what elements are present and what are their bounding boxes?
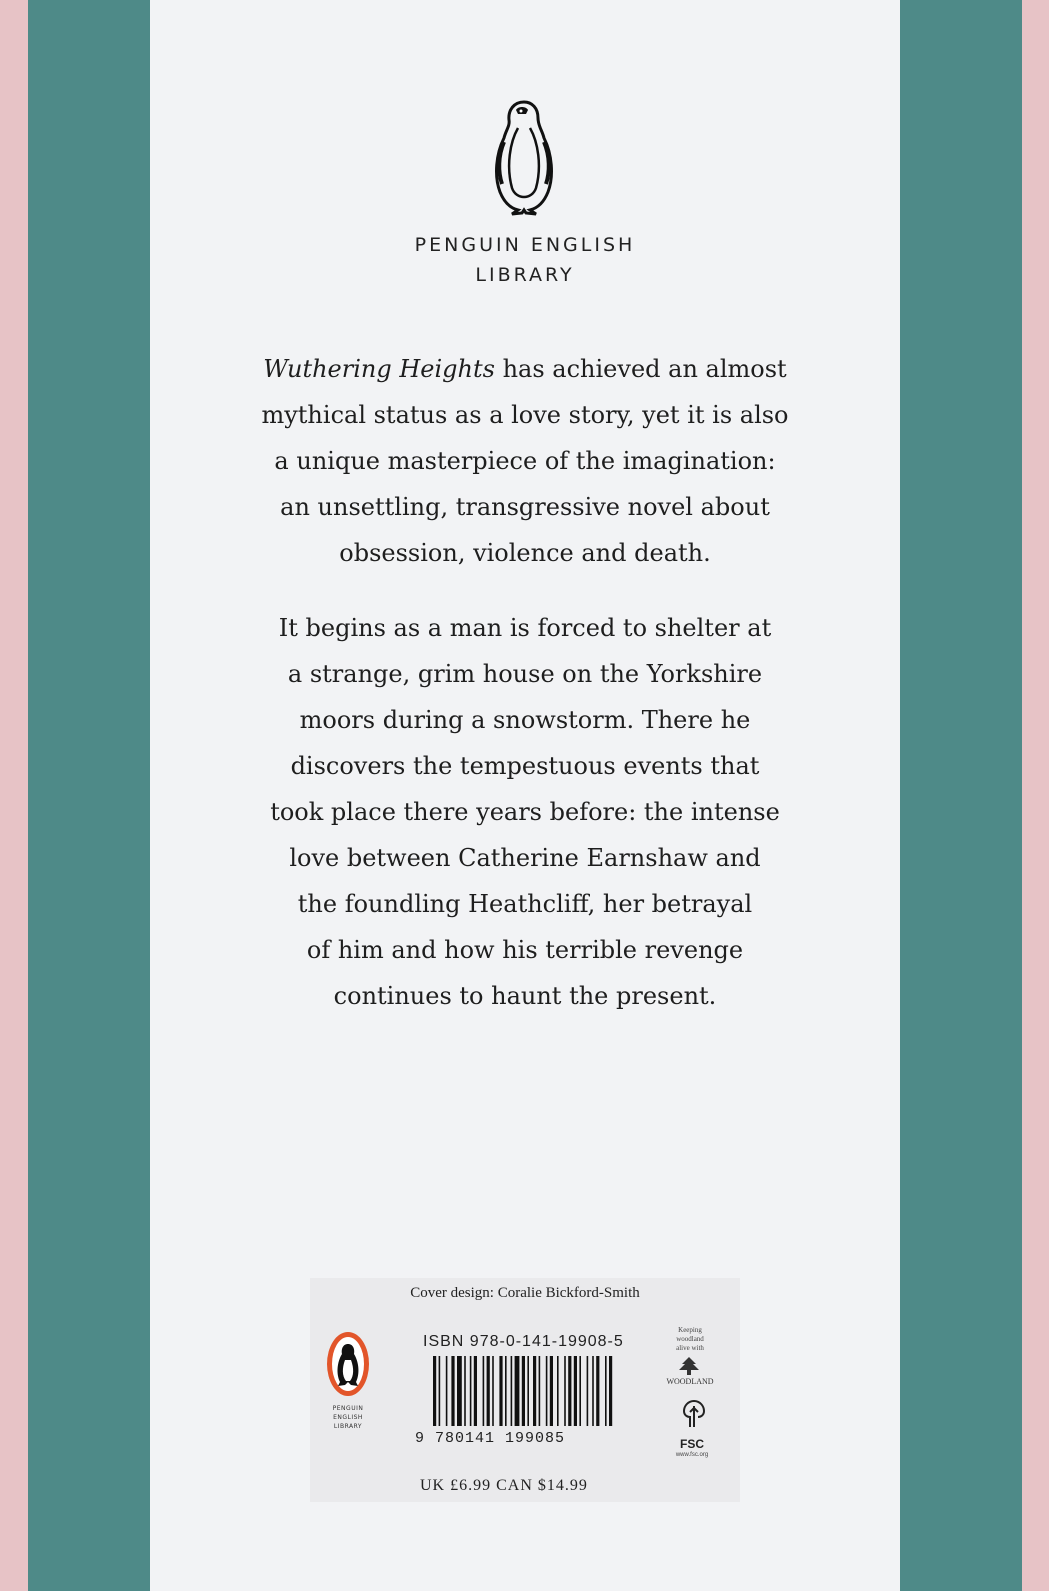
barcode-bar (550, 1356, 553, 1426)
cover-credit: Cover design: Coralie Bickford-Smith (410, 1285, 640, 1301)
barcode-bar (492, 1356, 494, 1426)
blurb-line: obsession, violence and death. (339, 539, 711, 567)
barcode-bar (515, 1356, 520, 1426)
blurb-line: continues to haunt the present. (333, 982, 717, 1010)
blurb-line: love between Catherine Earnshaw and (289, 844, 761, 872)
barcode (433, 1356, 631, 1426)
barcode-digits: 9 780141 199085 (415, 1430, 566, 1447)
blurb-line: a strange, grim house on the Yorkshire (287, 660, 763, 688)
blurb-paragraph-2 (150, 605, 900, 1019)
barcode-bar (499, 1356, 502, 1426)
barcode-bar (596, 1356, 599, 1426)
barcode-bar (487, 1356, 490, 1426)
barcode-bar (592, 1356, 594, 1426)
blurb-line: moors during a snowstorm. There he (299, 706, 751, 734)
barcode-bar (474, 1356, 477, 1426)
fsc-url: www.fsc.org (675, 1452, 709, 1458)
slogan-line: Keeping (678, 1326, 702, 1334)
barcode-bar (539, 1356, 541, 1426)
barcode-bar (546, 1356, 548, 1426)
blurb-line: the foundling Heathcliff, her betrayal (297, 890, 753, 918)
logo-text-line: LIBRARY (333, 1423, 363, 1430)
barcode-bar (483, 1356, 485, 1426)
left-teal-band (28, 0, 150, 1591)
barcode-bar (464, 1356, 466, 1426)
woodland-slogan (655, 1326, 725, 1353)
barcode-bar (446, 1356, 448, 1426)
barcode-bar (451, 1356, 454, 1426)
book-title: Wuthering Heights (263, 355, 495, 383)
penguin-icon (488, 96, 560, 218)
logo-text-line: PENGUIN (332, 1405, 364, 1412)
barcode-bar (579, 1356, 581, 1426)
barcode-bar (533, 1356, 536, 1426)
blurb-line-text: has achieved an almost (494, 355, 787, 383)
barcode-bar (609, 1356, 612, 1426)
barcode-bar (527, 1356, 529, 1426)
barcode-bar (433, 1356, 436, 1426)
barcode-bar (505, 1356, 507, 1426)
isbn: ISBN 978-0-141-19908-5 (423, 1333, 624, 1350)
penguin-logo-icon (325, 1330, 371, 1398)
blurb-line: It begins as a man is forced to shelter at (278, 614, 772, 642)
logo-text-line: ENGLISH (333, 1414, 363, 1421)
barcode-bar (564, 1356, 566, 1426)
penguin-logo-text (316, 1404, 380, 1431)
imprint-line-2: LIBRARY (475, 264, 575, 286)
blurb-line: a unique masterpiece of the imagination: (274, 447, 776, 475)
slogan-line: alive with (676, 1344, 704, 1352)
slogan-line: woodland (676, 1335, 704, 1343)
woodland-label: WOODLAND (666, 1377, 714, 1386)
barcode-bar (470, 1356, 472, 1426)
barcode-bar (605, 1356, 607, 1426)
blurb-line: took place there years before: the intense (270, 798, 780, 826)
fsc-label: FSC (680, 1437, 704, 1451)
blurb-line: of him and how his terrible revenge (306, 936, 744, 964)
fsc-tree-icon (678, 1398, 710, 1430)
barcode-bar (457, 1356, 462, 1426)
barcode-bar (439, 1356, 441, 1426)
price: UK £6.99 CAN $14.99 (420, 1477, 588, 1494)
barcode-bar (568, 1356, 571, 1426)
barcode-bar (522, 1356, 525, 1426)
blurb-line: discovers the tempestuous events that (290, 752, 760, 780)
barcode-bar (557, 1356, 559, 1426)
blurb-line (150, 346, 900, 392)
imprint-line-1: PENGUIN ENGLISH (414, 234, 636, 256)
blurb-line: mythical status as a love story, yet it is also (261, 401, 789, 429)
barcode-bar (574, 1356, 577, 1426)
blurb-line: an unsettling, transgressive novel about (280, 493, 770, 521)
woodland-trust-icon (676, 1356, 702, 1376)
right-teal-band (900, 0, 1022, 1591)
blurb-paragraph-1 (150, 346, 900, 576)
barcode-bar (511, 1356, 513, 1426)
barcode-bar (587, 1356, 589, 1426)
